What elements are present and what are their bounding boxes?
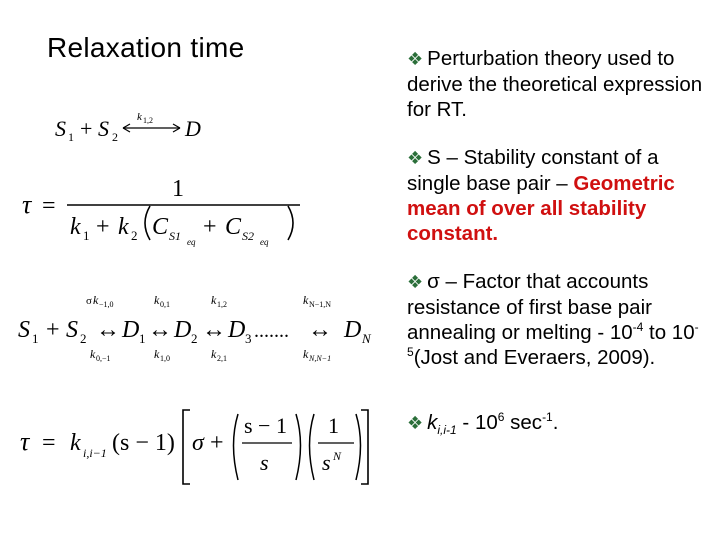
c2-sub: S2: [242, 229, 254, 243]
top-rate-sub: 0,1: [160, 300, 170, 309]
tau-full-factor: (s − 1): [112, 430, 175, 456]
chain-d3-sub: 3: [245, 331, 252, 346]
tau-equals: =: [42, 193, 56, 219]
bottom-rate-sub: 2,1: [217, 354, 227, 363]
left-paren: [145, 206, 150, 240]
chain-s1: S: [18, 317, 30, 343]
chain-equation: [18, 292, 388, 364]
chain-dn-sub: N: [362, 331, 371, 346]
frac1-num: s − 1: [244, 413, 287, 438]
right-paren: [288, 206, 293, 240]
reaction-s2: S: [98, 116, 109, 141]
reaction-equation-svg: [55, 108, 225, 148]
chain-d1: D: [122, 317, 140, 343]
bottom-rate-sub: 1,0: [160, 354, 170, 363]
diamond-bullet-icon: ❖: [407, 49, 424, 69]
c2: C: [225, 214, 242, 240]
chain-d2: D: [174, 317, 192, 343]
k2: k: [118, 214, 129, 240]
k2-sub: 2: [131, 228, 138, 243]
top-rate-sub: −1,0: [99, 300, 114, 309]
frac2-den: s: [322, 450, 331, 475]
c1: C: [152, 214, 169, 240]
bullet-item: [407, 145, 715, 246]
c1-subsub: eq: [187, 237, 196, 247]
chain-svg: [18, 292, 388, 364]
tau-full-sigma: σ: [192, 430, 204, 456]
bullet-list: [407, 46, 715, 459]
bottom-rate-sub: 0,−1: [96, 354, 111, 363]
reaction-plus: +: [80, 116, 93, 141]
bullet-item: [407, 410, 715, 436]
diamond-bullet-icon: ❖: [407, 413, 424, 433]
slide-title: Relaxation time: [47, 32, 245, 63]
bullet-text: σ – Factor that accounts resistance of first base pair annealing or melting - 10: [407, 270, 652, 344]
chain-arrow: ↔: [308, 317, 332, 343]
bullet-exponent: 6: [497, 410, 505, 425]
tau-simple-svg: [22, 168, 312, 248]
c2-subsub: eq: [260, 237, 269, 247]
top-rate-pre: σ: [86, 295, 92, 307]
frac1-den: s: [260, 450, 269, 475]
bottom-rate-k: k: [211, 347, 217, 361]
bullet-exponent: -4: [632, 320, 644, 335]
frac2-left-paren: [310, 414, 315, 480]
bullet-text: to 10: [643, 321, 695, 344]
tau-full-symbol: τ: [20, 427, 30, 456]
chain-d2-sub: 2: [191, 331, 198, 346]
plus-k: +: [96, 214, 110, 240]
left-bracket: [183, 410, 190, 484]
top-rate-k: k: [211, 293, 217, 307]
chain-arrow: ↔: [148, 317, 172, 343]
bullet-text: - 10: [456, 411, 498, 434]
bullet-item: [407, 46, 715, 122]
tau-full-k: k: [70, 430, 81, 456]
chain-s2: S: [66, 317, 78, 343]
bullet-text: sec: [504, 411, 543, 434]
top-rate-k: k: [154, 293, 160, 307]
frac2-right-paren: [356, 414, 361, 480]
chain-plus: +: [46, 317, 60, 343]
top-rate-k: k: [93, 293, 99, 307]
bullet-k: k: [427, 411, 438, 434]
frac1-left-paren: [234, 414, 239, 480]
frac1-right-paren: [296, 414, 301, 480]
tau-numerator: 1: [172, 176, 184, 202]
plus-c: +: [203, 214, 217, 240]
tau-full-svg: [20, 398, 370, 488]
tau-full-plus: +: [210, 430, 224, 456]
diamond-bullet-icon: ❖: [407, 148, 424, 168]
reaction-d: D: [185, 116, 201, 141]
chain-dots: .......: [254, 320, 289, 342]
top-rate-sub: N−1,N: [309, 300, 332, 309]
bullet-highlight: Geometric mean of over all stability constant.: [407, 172, 675, 245]
bullet-exponent: -5: [407, 320, 699, 360]
chain-dn: D: [344, 317, 362, 343]
reaction-rate: k: [137, 111, 142, 123]
bottom-rate-k: k: [154, 347, 160, 361]
chain-arrow: ↔: [96, 317, 120, 343]
chain-s1-sub: 1: [32, 331, 39, 346]
double-arrow-icon: [123, 124, 180, 132]
reaction-s1-sub: 1: [68, 130, 74, 144]
bullet-text: .: [552, 411, 559, 434]
reaction-s2-sub: 2: [112, 130, 118, 144]
bullet-k-sub: i,i-1: [437, 423, 457, 438]
bullet-exponent: -1: [542, 410, 553, 425]
c1-sub: S1: [169, 229, 181, 243]
reaction-s1: S: [55, 116, 66, 141]
bottom-rate-k: k: [90, 347, 96, 361]
tau-full-equals: =: [42, 430, 56, 456]
chain-s2-sub: 2: [80, 331, 87, 346]
tau-simple-equation: [22, 168, 312, 248]
tau-full-equation: [20, 398, 370, 488]
right-bracket: [361, 410, 368, 484]
bullet-text: S – Stability constant of a single base pair –: [407, 146, 659, 195]
bullet-text: (Jost and Everaers, 2009).: [413, 346, 656, 369]
bottom-rate-k: k: [303, 347, 309, 361]
k1: k: [70, 214, 81, 240]
tau-symbol: τ: [22, 190, 32, 219]
frac2-den-exp: N: [333, 449, 342, 463]
k1-sub: 1: [83, 228, 90, 243]
chain-d1-sub: 1: [139, 331, 146, 346]
top-rate-k: k: [303, 293, 309, 307]
bottom-rate-sub: N,N−1: [309, 354, 332, 363]
top-rate-sub: 1,2: [217, 300, 227, 309]
reaction-rate-sub: 1,2: [143, 116, 153, 125]
tau-full-k-sub: i,i−1: [83, 446, 107, 460]
bullet-text: Perturbation theory used to derive the theoretical expression for RT.: [407, 47, 703, 121]
bullet-item: [407, 269, 715, 370]
diamond-bullet-icon: ❖: [407, 272, 424, 292]
reaction-equation: [55, 108, 225, 148]
chain-arrow: ↔: [202, 317, 226, 343]
frac2-num: 1: [328, 413, 339, 438]
chain-d3: D: [228, 317, 246, 343]
